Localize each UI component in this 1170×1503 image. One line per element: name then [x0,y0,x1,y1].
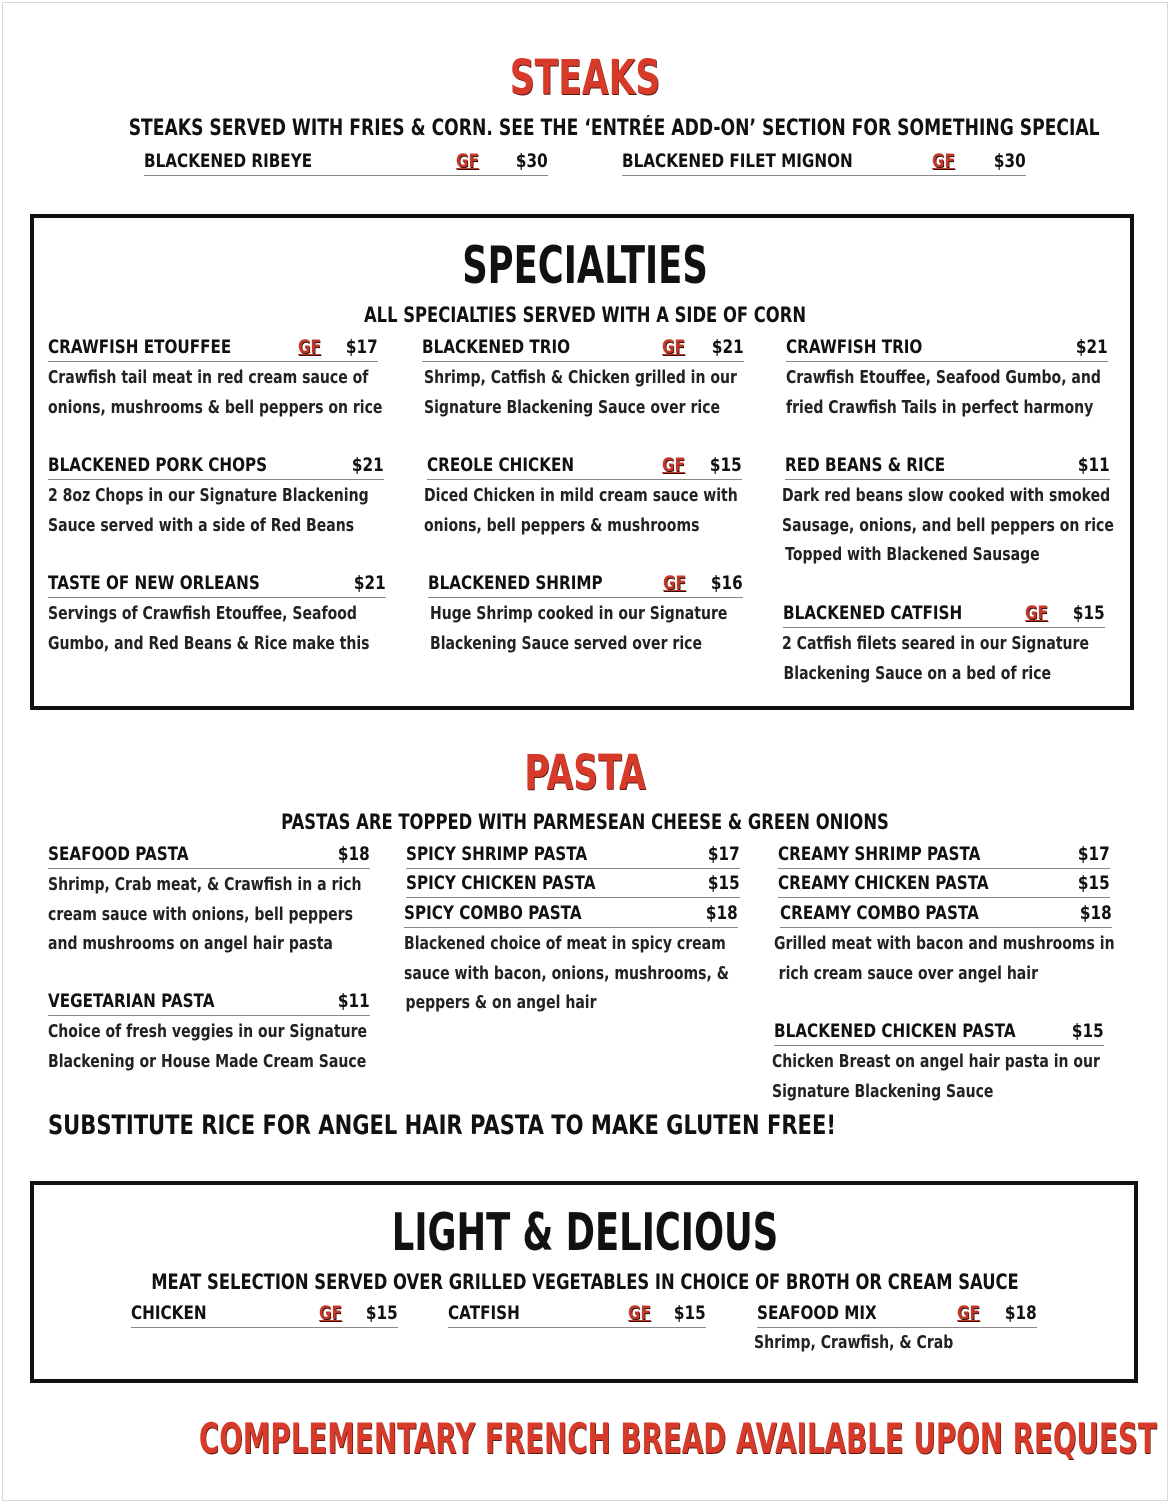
gluten-free-badge: GF [932,150,955,172]
item-name: SPICY COMBO PASTA [404,902,582,924]
gluten-free-badge: GF [319,1302,342,1324]
footer-bread-note: COMPLEMENTARY FRENCH BREAD AVAILABLE UPON REQUEST [198,1414,1157,1463]
steak-item-filet [622,150,1026,176]
light-item-chicken [131,1302,398,1328]
item-description: Diced Chicken in mild cream sauce with onions, bell peppers & mushrooms [424,485,738,536]
item-name: CRAWFISH TRIO [786,336,923,358]
item-name: CHICKEN [131,1302,207,1324]
pasta-vegetarian [48,990,370,1016]
gluten-free-badge: GF [456,150,479,172]
item-description: 2 Catfish filets seared in our Signature Blackening Sauce on a bed of rice [782,633,1089,684]
steaks-subtitle: STEAKS SERVED WITH FRIES & CORN. SEE THE ‘ENTRÉE ADD-ON’ SECTION FOR SOMETHING SPECIAL [128,116,1100,141]
item-price: $16 [711,572,743,594]
item-price: $21 [354,572,386,594]
steaks-title: STEAKS [509,50,661,106]
light-delicious-title: LIGHT & DELICIOUS [391,1203,779,1263]
item-description: Chicken Breast on angel hair pasta in our Signature Blackening Sauce [772,1051,1100,1102]
pasta-creamy-shrimp [778,843,1110,869]
pasta-creamy-combo [780,902,1112,928]
item-price: $15 [674,1302,706,1324]
pasta-blackened-chicken [774,1020,1104,1046]
item-description: Huge Shrimp cooked in our Signature Blackening Sauce served over rice [430,603,728,654]
light-item-seafood-mix [757,1302,1037,1328]
item-description: 2 8oz Chops in our Signature Blackening Sauce served with a side of Red Beans [48,485,369,536]
item-name: TASTE OF NEW ORLEANS [48,572,260,594]
pasta-spicy-combo [404,902,738,928]
item-description: Servings of Crawfish Etouffee, Seafood Gumbo, and Red Beans & Rice make this [48,603,370,654]
specialty-red-beans [785,454,1110,480]
item-name: CATFISH [448,1302,520,1324]
item-name: SPICY CHICKEN PASTA [406,872,596,894]
item-price: $15 [710,454,742,476]
gluten-free-badge: GF [298,336,321,358]
item-name: BLACKENED FILET MIGNON [622,150,853,172]
item-price: $11 [1078,454,1110,476]
item-price: $15 [708,872,740,894]
item-name: BLACKENED RIBEYE [144,150,313,172]
item-description: Dark red beans slow cooked with smoked Sausage, onions, and bell peppers on rice Topped with Blackened Sausage [782,485,1114,565]
item-price: $30 [994,150,1026,172]
item-description: Shrimp, Crawfish, & Crab [754,1332,954,1353]
item-price: $18 [1005,1302,1037,1324]
pasta-title: PASTA [524,745,646,801]
gluten-free-badge: GF [662,454,685,476]
steak-item-ribeye [144,150,548,176]
gluten-free-badge: GF [1025,602,1048,624]
gluten-free-badge: GF [628,1302,651,1324]
specialty-blackened-shrimp [428,572,743,598]
pasta-seafood [48,843,370,869]
item-price: $15 [1078,872,1110,894]
item-price: $18 [1080,902,1112,924]
specialty-pork-chops [48,454,384,480]
item-name: BLACKENED CHICKEN PASTA [774,1020,1016,1042]
item-price: $17 [346,336,378,358]
item-description: Choice of fresh veggies in our Signature Blackening or House Made Cream Sauce [48,1021,368,1072]
item-name: SEAFOOD MIX [757,1302,877,1324]
item-description: Shrimp, Catfish & Chicken grilled in our Signature Blackening Sauce over rice [424,367,737,418]
pasta-spicy-chicken [406,872,740,898]
specialty-blackened-trio [422,336,744,362]
item-price: $15 [1073,602,1105,624]
light-delicious-subtitle: MEAT SELECTION SERVED OVER GRILLED VEGETABLES IN CHOICE OF BROTH OR CREAM SAUCE [151,1270,1019,1294]
item-price: $15 [366,1302,398,1324]
item-name: BLACKENED CATFISH [783,602,963,624]
item-price: $15 [1072,1020,1104,1042]
item-price: $30 [516,150,548,172]
item-name: BLACKENED SHRIMP [428,572,603,594]
item-name: BLACKENED TRIO [422,336,571,358]
item-name: CREAMY SHRIMP PASTA [778,843,981,865]
specialty-blackened-catfish [783,602,1105,628]
pasta-creamy-chicken [778,872,1110,898]
gluten-free-badge: GF [957,1302,980,1324]
item-price: $17 [708,843,740,865]
specialty-crawfish-etouffee [48,336,378,362]
item-description: Grilled meat with bacon and mushrooms in rich cream sauce over angel hair [774,933,1115,984]
item-price: $21 [712,336,744,358]
specialty-creole-chicken [427,454,742,480]
item-description: Crawfish tail meat in red cream sauce of onions, mushrooms & bell peppers on rice [48,367,383,418]
specialties-subtitle: ALL SPECIALTIES SERVED WITH A SIDE OF CORN [363,303,807,327]
item-price: $18 [706,902,738,924]
specialty-taste-new-orleans [48,572,386,598]
item-name: SEAFOOD PASTA [48,843,189,865]
item-price: $18 [338,843,370,865]
pasta-subtitle: PASTAS ARE TOPPED WITH PARMESEAN CHEESE & GREEN ONIONS [281,810,889,834]
gluten-free-note: SUBSTITUTE RICE FOR ANGEL HAIR PASTA TO MAKE GLUTEN FREE! [48,1110,836,1141]
item-description: Shrimp, Crab meat, & Crawfish in a rich cream sauce with onions, bell peppers and mushrooms on angel hair pasta [48,874,362,954]
item-description: Blackened choice of meat in spicy cream sauce with bacon, onions, mushrooms, & peppers & on angel hair [404,933,729,1013]
specialty-crawfish-trio [786,336,1108,362]
light-item-catfish [448,1302,706,1328]
item-price: $11 [338,990,370,1012]
pasta-spicy-shrimp [406,843,740,869]
item-name: CRAWFISH ETOUFFEE [48,336,232,358]
gluten-free-badge: GF [662,336,685,358]
item-name: VEGETARIAN PASTA [48,990,215,1012]
item-name: CREOLE CHICKEN [427,454,575,476]
item-price: $21 [352,454,384,476]
specialties-title: SPECIALTIES [462,236,708,296]
item-name: BLACKENED PORK CHOPS [48,454,268,476]
item-description: Crawfish Etouffee, Seafood Gumbo, and fried Crawfish Tails in perfect harmony [786,367,1101,418]
item-name: CREAMY CHICKEN PASTA [778,872,989,894]
item-name: CREAMY COMBO PASTA [780,902,979,924]
item-price: $21 [1076,336,1108,358]
gluten-free-badge: GF [663,572,686,594]
item-price: $17 [1078,843,1110,865]
item-name: RED BEANS & RICE [785,454,946,476]
item-name: SPICY SHRIMP PASTA [406,843,588,865]
